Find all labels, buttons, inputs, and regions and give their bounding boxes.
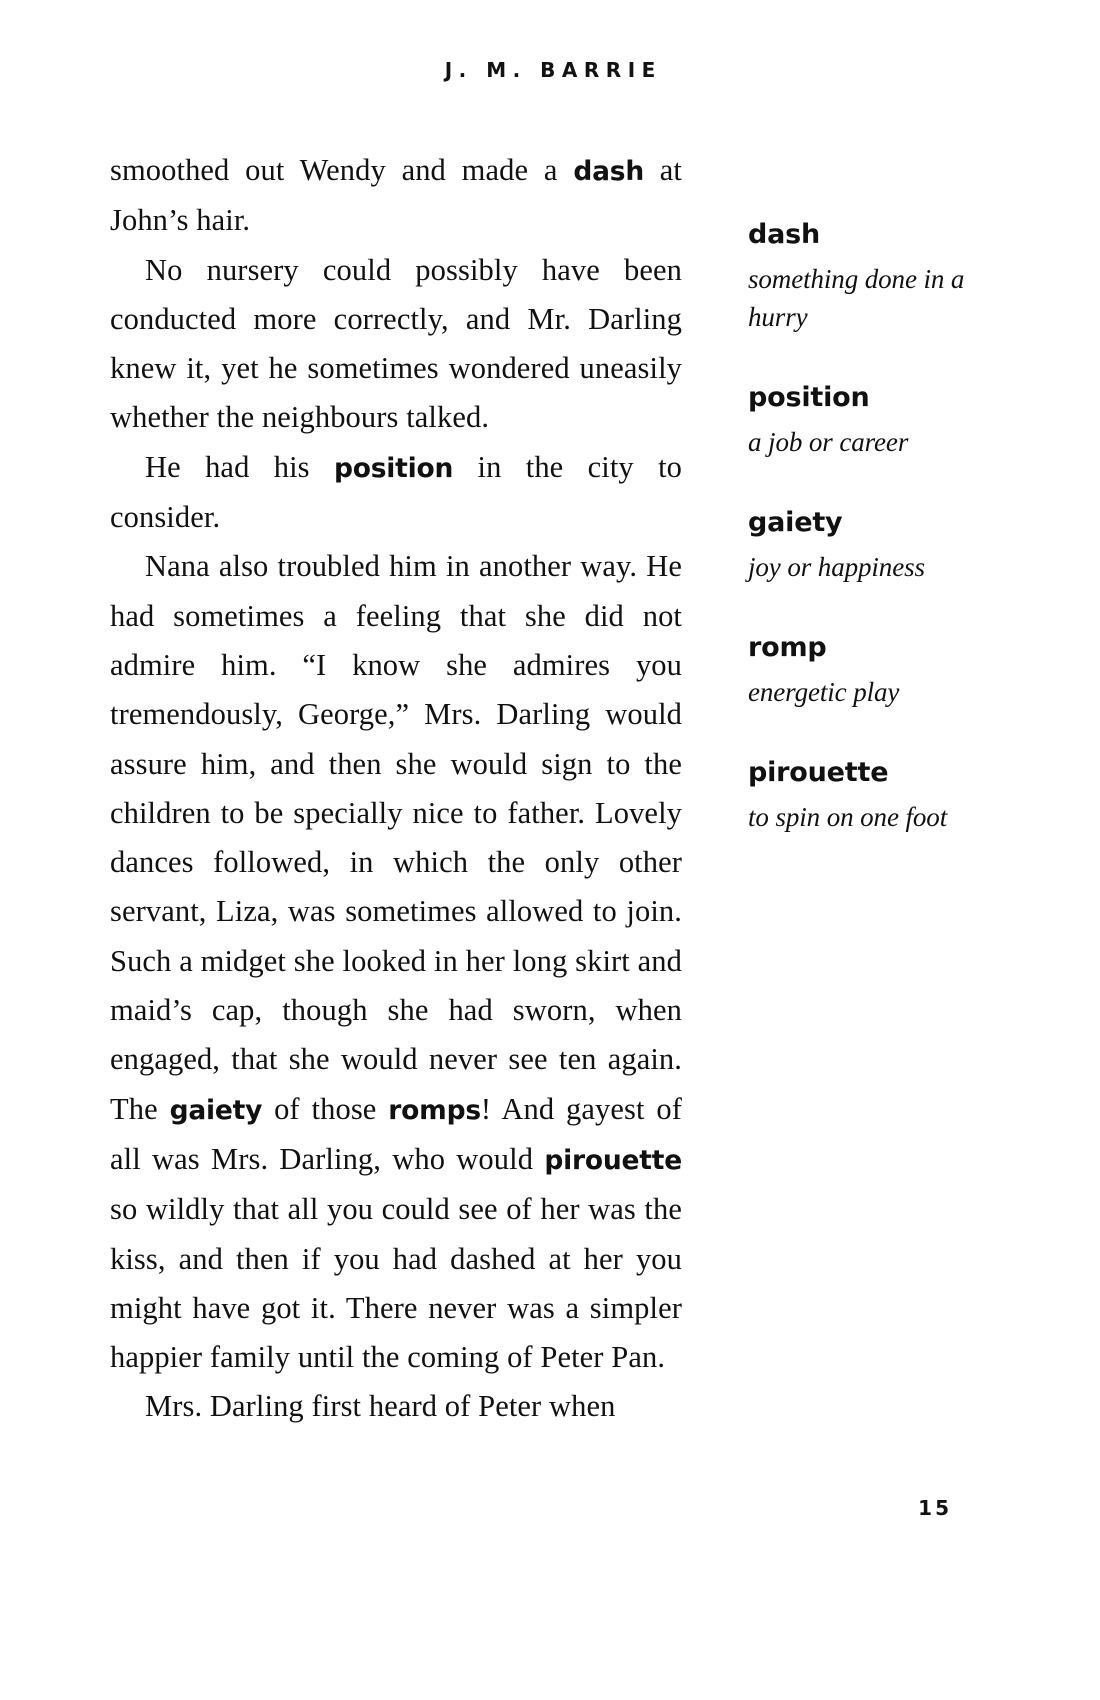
body-text-run: of those — [262, 1091, 389, 1126]
body-text-run: at John’s hair. — [110, 153, 682, 238]
glossary-definition: to spin on one foot — [748, 802, 948, 832]
body-paragraph — [110, 443, 682, 543]
glossary-term-inline: pirouette — [544, 1144, 682, 1176]
running-head-author: J. M. BARRIE — [444, 58, 662, 82]
glossary-entry — [748, 381, 988, 461]
glossary-entry — [748, 218, 988, 336]
glossary-sidebar — [748, 218, 988, 836]
body-text-run: Nana also troubled him in another way. He had sometimes a feeling that she did not admire him. “I know she admires you tremendously, George,” Mrs. Darling would assure him, and then she would sign to the children to be specially nice to father. Lovely dances followed, in which the only other servant, Liza, was sometimes allowed to join. Such a midget she looked in her long skirt and maid’s cap, though she had sworn, when engaged, that she would never see ten again. The — [110, 549, 682, 1126]
body-text-column — [110, 146, 682, 1432]
glossary-entry — [748, 756, 988, 836]
glossary-term-inline: dash — [573, 156, 645, 187]
glossary-term: dash — [748, 219, 821, 250]
body-text-run: ! And gayest of all was Mrs. Darling, who would — [110, 1091, 682, 1176]
page-number: 15 — [918, 1496, 952, 1520]
body-text-run: so wildly that all you could see of her was the kiss, and then if you had dashed at her you might have got it. There never was a simpler happier family until the coming of Peter Pan. — [110, 1192, 682, 1375]
glossary-entry — [748, 506, 988, 586]
body-text-run: He had his — [145, 449, 334, 484]
body-text-run: Mrs. Darling first heard of Peter when — [145, 1389, 616, 1424]
glossary-definition: energetic play — [748, 677, 900, 707]
body-paragraph — [110, 246, 682, 443]
glossary-term-inline: romps — [388, 1094, 481, 1126]
glossary-term-inline: position — [333, 452, 454, 484]
glossary-term-inline: gaiety — [169, 1094, 263, 1126]
body-paragraph — [110, 542, 682, 1382]
glossary-term: position — [748, 382, 870, 413]
body-paragraph — [110, 1382, 682, 1431]
glossary-definition: something done in a hurry — [748, 264, 965, 332]
body-text-run: No nursery could possibly have been conducted more correctly, and Mr. Darling knew it, yet he sometimes wondered uneasily whether the neighbours talked. — [110, 252, 682, 435]
glossary-term: pirouette — [748, 757, 889, 788]
body-text-run: in the city to consider. — [110, 449, 682, 535]
glossary-definition: a job or career — [748, 427, 909, 457]
body-text-run: smoothed out Wendy and made a — [110, 153, 574, 187]
glossary-definition: joy or happiness — [748, 552, 925, 582]
glossary-term: gaiety — [748, 507, 843, 538]
glossary-entry — [748, 631, 988, 711]
body-paragraph — [110, 146, 682, 246]
glossary-term: romp — [748, 632, 827, 663]
